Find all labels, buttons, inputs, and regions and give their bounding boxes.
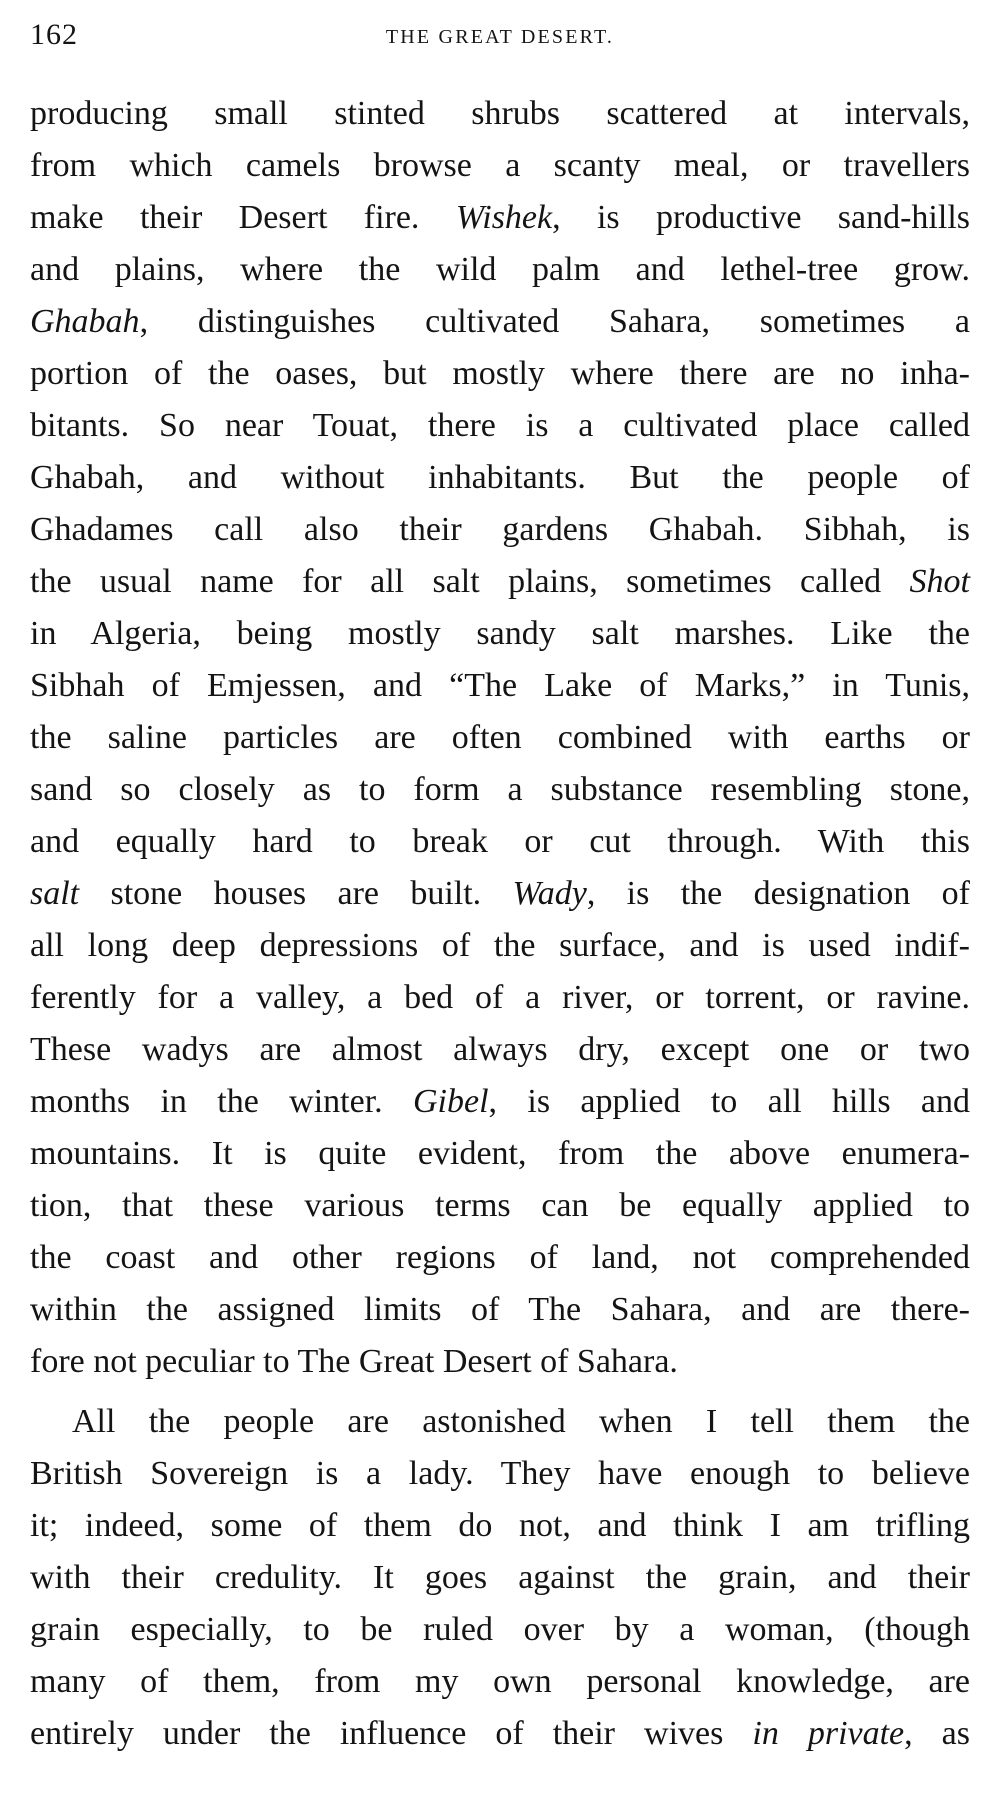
text-line: producing small stinted shrubs scattered at intervals, [30, 95, 970, 132]
text-line: it; indeed, some of them do not, and think I am trifling [30, 1507, 970, 1544]
text-line: within the assigned limits of The Sahara, and are there- [30, 1291, 970, 1328]
text-line: the coast and other regions of land, not comprehended [30, 1239, 970, 1276]
text-line: grain especially, to be ruled over by a woman, (though [30, 1611, 970, 1648]
text-line: fore not peculiar to The Great Desert of Sahara. [30, 1343, 678, 1380]
paragraph [30, 1396, 970, 1760]
text-line: make their Desert fire. Wishek, is productive sand-hills [30, 199, 970, 236]
page-number: 162 [30, 18, 78, 51]
text-line: Ghabah, and without inhabitants. But the people of [30, 459, 970, 496]
text-line: the saline particles are often combined with earths or [30, 719, 970, 756]
text-line: the usual name for all salt plains, sometimes called Shot [30, 563, 970, 600]
text-line: These wadys are almost always dry, except one or two [30, 1031, 970, 1068]
text-line: ferently for a valley, a bed of a river, or torrent, or ravine. [30, 979, 970, 1016]
text-line: mountains. It is quite evident, from the above enumera- [30, 1135, 970, 1172]
running-head [30, 18, 970, 58]
text-line: entirely under the influence of their wives in private, as [30, 1715, 970, 1752]
text-line: Ghadames call also their gardens Ghabah. Sibhah, is [30, 511, 970, 548]
paragraph-gap [30, 1388, 970, 1396]
text-line: in Algeria, being mostly sandy salt marshes. Like the [30, 615, 970, 652]
text-line: months in the winter. Gibel, is applied to all hills and [30, 1083, 970, 1120]
text-line: and plains, where the wild palm and lethel-tree grow. [30, 251, 970, 288]
text-line: salt stone houses are built. Wady, is the designation of [30, 875, 970, 912]
paragraph [30, 88, 970, 1388]
text-line: All the people are astonished when I tell them the [72, 1403, 970, 1440]
text-line: bitants. So near Touat, there is a cultivated place called [30, 407, 970, 444]
text-line: from which camels browse a scanty meal, or travellers [30, 147, 970, 184]
text-line: Ghabah, distinguishes cultivated Sahara, sometimes a [30, 303, 970, 340]
text-line: Sibhah of Emjessen, and “The Lake of Marks,” in Tunis, [30, 667, 970, 704]
text-line: portion of the oases, but mostly where there are no inha- [30, 355, 970, 392]
text-line: sand so closely as to form a substance resembling stone, [30, 771, 970, 808]
running-title: THE GREAT DESERT. [385, 26, 615, 48]
body-text [30, 88, 970, 1760]
text-line: many of them, from my own personal knowledge, are [30, 1663, 970, 1700]
text-line: all long deep depressions of the surface, and is used indif- [30, 927, 970, 964]
text-line: with their credulity. It goes against the grain, and their [30, 1559, 970, 1596]
text-line: British Sovereign is a lady. They have enough to believe [30, 1455, 970, 1492]
text-line: tion, that these various terms can be equally applied to [30, 1187, 970, 1224]
text-line: and equally hard to break or cut through. With this [30, 823, 970, 860]
